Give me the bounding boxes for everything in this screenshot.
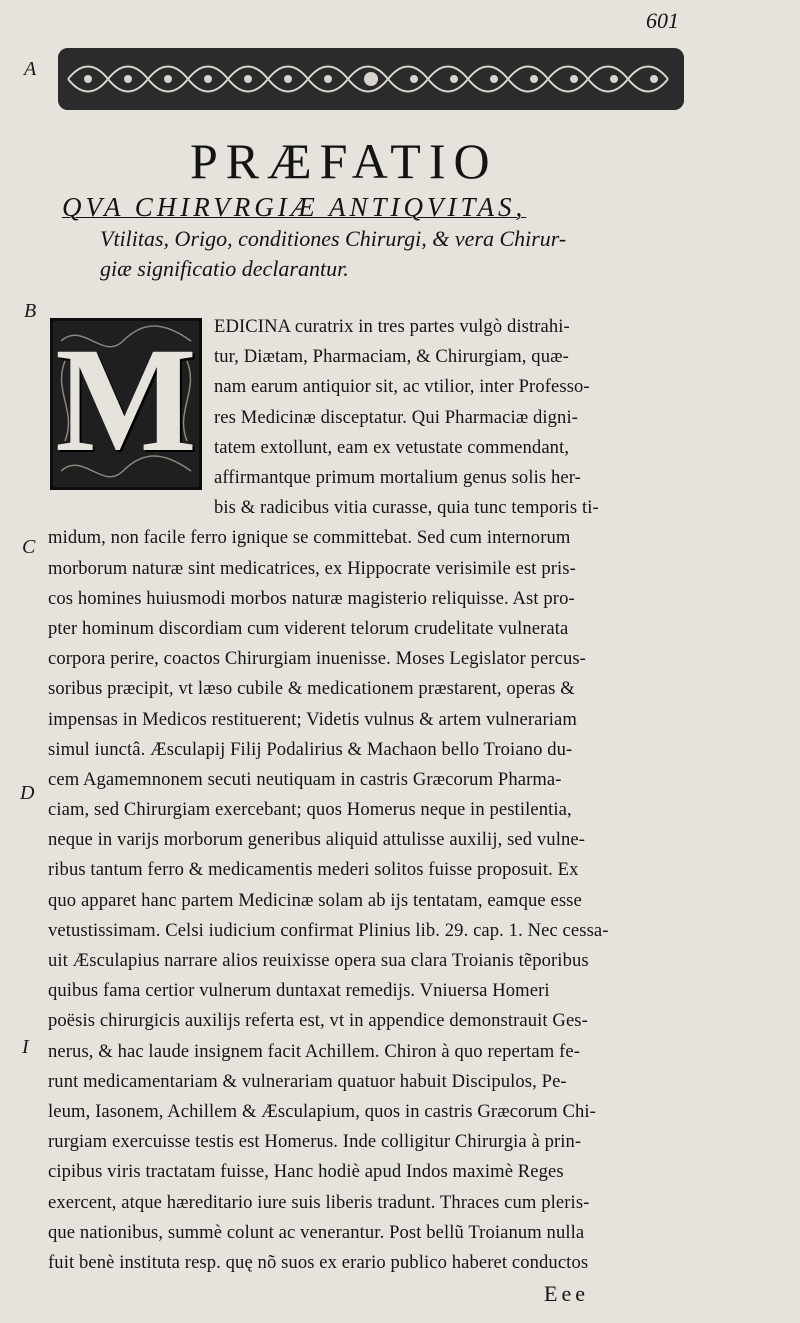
- subtitle-line-1: QVA CHIRVRGIÆ ANTIQVITAS,: [62, 192, 527, 222]
- margin-letter-i: I: [22, 1036, 29, 1058]
- page-number: 601: [646, 8, 679, 33]
- body-line: midum, non facile ferro ignique se committebat. Sed cum internorum: [48, 527, 571, 548]
- body-line: soribus præcipit, vt læso cubile & medicationem præstarent, operas &: [48, 678, 575, 699]
- body-line: ciam, sed Chirurgiam exercebant; quos Homerus neque in pestilentia,: [48, 799, 572, 820]
- margin-letter-b: B: [24, 300, 37, 322]
- margin-letter-a: A: [24, 58, 37, 80]
- body-line: cipibus viris tractatam fuisse, Hanc hodiè apud Indos maximè Reges: [48, 1161, 564, 1182]
- body-line: neque in varijs morborum generibus aliquid attulisse auxilij, sed vulne-: [48, 829, 586, 850]
- body-line: affirmantque primum mortalium genus solis her-: [214, 467, 581, 488]
- body-line: fuit benè instituta resp. quę nõ suos ex erario publico haberet conductos: [48, 1252, 589, 1273]
- body-line: bis & radicibus vitia curasse, quia tunc temporis ti-: [214, 497, 599, 518]
- body-line: cos homines huiusmodi morbos naturæ magisterio reliquisse. Ast pro-: [48, 588, 575, 609]
- body-line: pter hominum discordiam cum viderent telorum crudelitate vulnerata: [48, 618, 569, 639]
- ornamental-headband: [58, 48, 684, 110]
- body-line: poësis chirurgicis auxilijs referta est, vt in appendice demonstrauit Ges-: [48, 1010, 588, 1031]
- margin-letter-c: C: [22, 536, 36, 558]
- body-line: uit Æsculapius narrare alios reuixisse opera sua clara Troianis tẽporibus: [48, 950, 589, 971]
- dropcap-letter: M: [55, 317, 197, 483]
- page-title: PRÆFATIO: [190, 133, 498, 189]
- bleed-through-text: [560, 118, 565, 139]
- body-line: nam earum antiquior sit, ac vtilior, inter Professo-: [214, 376, 590, 397]
- body-line: nerus, & hac laude insignem facit Achillem. Chiron à quo repertam fe-: [48, 1041, 580, 1062]
- body-line: impensas in Medicos restituerent; Videtis vulnus & artem vulnerariam: [48, 709, 577, 730]
- body-line: quo apparet hanc partem Medicinæ solam ab ijs tentatam, eamque esse: [48, 890, 582, 911]
- body-line: EDICINA curatrix in tres partes vulgò distrahi-: [214, 316, 570, 337]
- decorated-initial: [50, 318, 202, 490]
- body-line: vetustissimam. Celsi iudicium confirmat Plinius lib. 29. cap. 1. Nec cessa-: [48, 920, 609, 941]
- body-line: corpora perire, coactos Chirurgiam inuenisse. Moses Legislator percus-: [48, 648, 586, 669]
- body-line: ribus tantum ferro & medicamentis mederi solitos fuisse proposuit. Ex: [48, 859, 579, 880]
- body-line: cem Agamemnonem secuti neutiquam in castris Græcorum Pharma-: [48, 769, 562, 790]
- body-line: exercent, atque hæreditario iure suis liberis tradunt. Thraces cum pleris-: [48, 1192, 590, 1213]
- body-line: runt medicamentariam & vulnerariam quatuor habuit Discipulos, Pe-: [48, 1071, 567, 1092]
- body-line: tatem extollunt, eam ex vetustate commendant,: [214, 437, 570, 458]
- subtitle-line-3-text: giæ significatio declarantur.: [100, 256, 349, 281]
- subtitle-line-2-text: Vtilitas, Origo, conditiones Chirurgi, & vera Chirur-: [100, 226, 567, 251]
- body-line: morborum naturæ sint medicatrices, ex Hippocrate verisimile est pris-: [48, 558, 576, 579]
- catchword: Eee: [544, 1281, 589, 1306]
- body-line: leum, Iasonem, Achillem & Æsculapium, quos in castris Græcorum Chi-: [48, 1101, 596, 1122]
- body-line: tur, Diætam, Pharmaciam, & Chirurgiam, quæ-: [214, 346, 569, 367]
- subtitle-line-2: [100, 224, 670, 284]
- body-line: que nationibus, summè colunt ac venerantur. Post bellũ Troianum nulla: [48, 1222, 585, 1243]
- body-line: quibus fama certior vulnerum duntaxat remedijs. Vniuersa Homeri: [48, 980, 550, 1001]
- body-line: simul iunctâ. Æsculapij Filij Podalirius & Machaon bello Troiano du-: [48, 739, 573, 760]
- body-line: res Medicinæ disceptatur. Qui Pharmaciæ digni-: [214, 407, 579, 428]
- body-line: rurgiam exercuisse testis est Homerus. Inde colligitur Chirurgia à prin-: [48, 1131, 582, 1152]
- margin-letter-d: D: [20, 782, 35, 804]
